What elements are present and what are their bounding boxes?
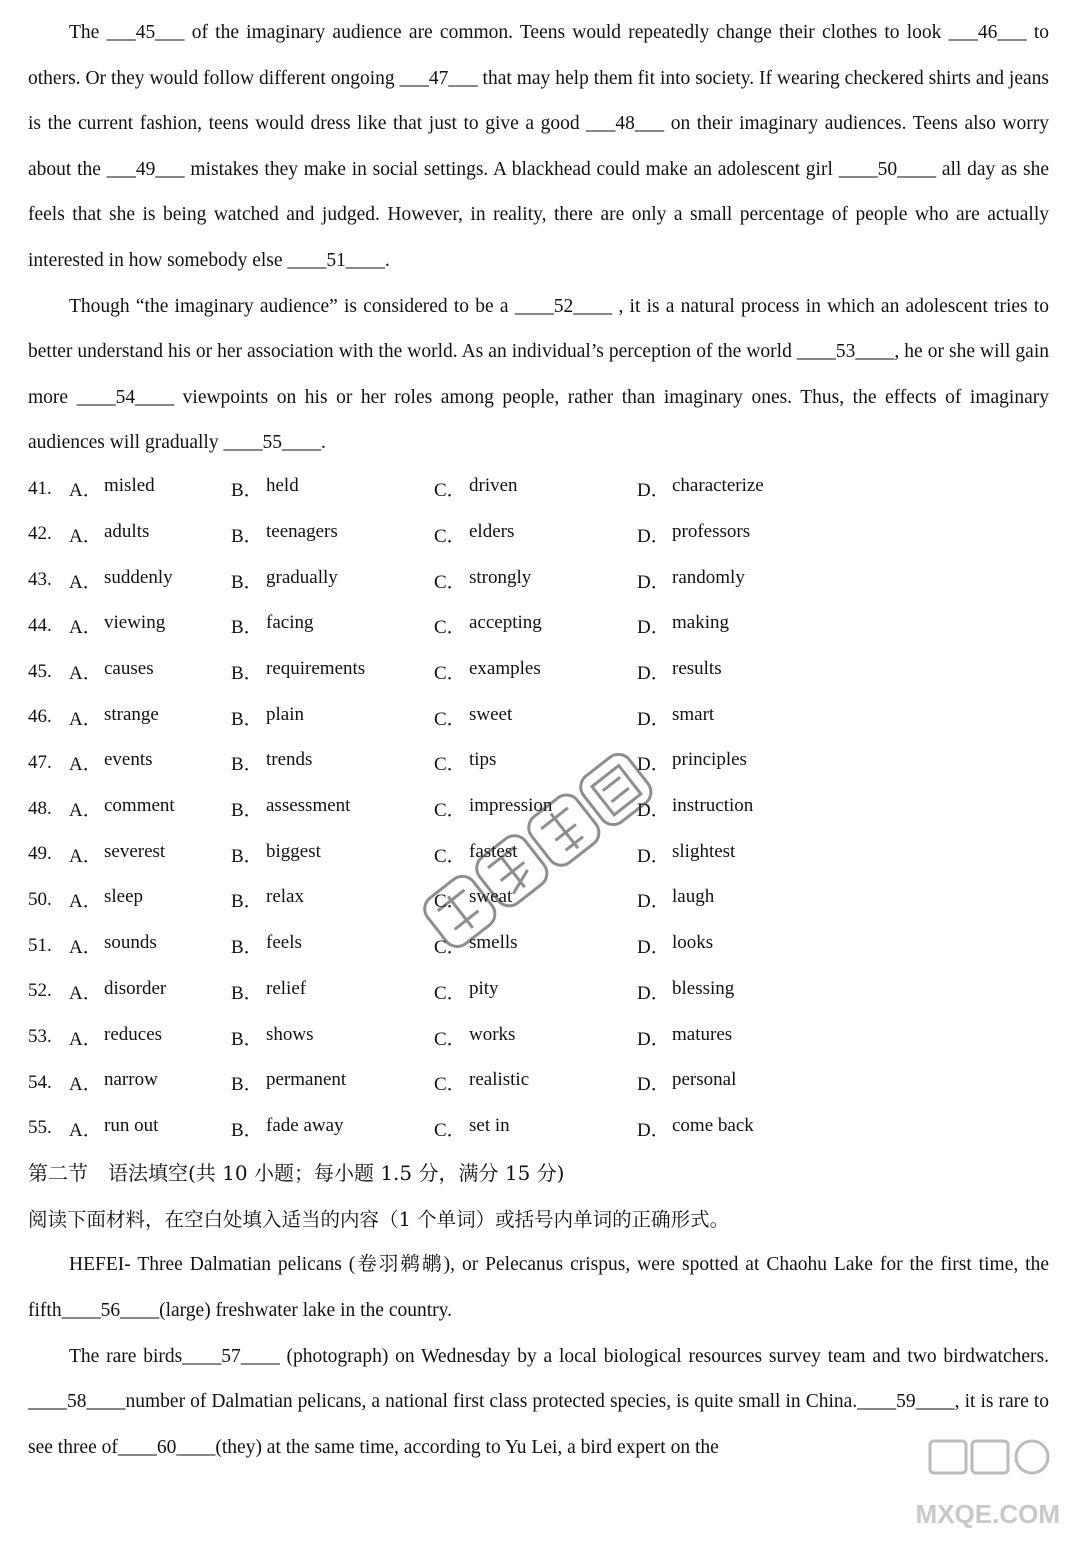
option-text: principles (672, 749, 747, 771)
question-number: 50. (28, 888, 52, 910)
option-c (434, 749, 637, 776)
blank-57: ____57____ (182, 1345, 280, 1367)
option-letter: A． (69, 891, 102, 913)
option-letter: A． (69, 754, 102, 776)
option-a (69, 475, 231, 502)
blank-56: ____56____ (61, 1300, 160, 1322)
option-d (637, 567, 937, 594)
option-text: impression (469, 795, 553, 817)
option-a (69, 1024, 231, 1051)
option-letter: C． (434, 1119, 466, 1141)
option-letter: B． (231, 800, 263, 822)
option-text: adults (104, 520, 150, 542)
option-text: facing (266, 612, 314, 634)
option-text: smart (672, 703, 715, 725)
option-letter: C． (434, 800, 466, 822)
text: (photograph) on Wednesday by a local biological resources survey team and two birdwatchers. (279, 1345, 1049, 1367)
text: The (69, 22, 107, 43)
option-letter: B． (231, 982, 263, 1004)
option-letter: D． (637, 1028, 670, 1050)
option-a (69, 932, 231, 959)
option-text: characterize (672, 475, 764, 497)
option-d (637, 521, 937, 548)
option-letter: D． (637, 982, 670, 1004)
question-number: 52. (28, 980, 52, 1002)
passage-paragraph-1 (28, 10, 1049, 284)
option-letter: A． (69, 1074, 102, 1096)
option-text: strange (104, 703, 159, 725)
option-text: driven (469, 475, 518, 497)
option-letter: C． (434, 754, 466, 776)
grammar-paragraph-1 (28, 1242, 1049, 1333)
option-text: reduces (104, 1023, 163, 1045)
option-b (231, 521, 434, 548)
option-row (28, 1106, 1049, 1152)
option-letter: B． (231, 480, 263, 502)
option-text: disorder (104, 977, 167, 999)
option-text: looks (672, 932, 714, 954)
option-row (28, 786, 1049, 832)
option-letter: A． (69, 663, 102, 685)
option-letter: A． (69, 617, 102, 639)
question-number: 51. (28, 934, 52, 956)
option-letter: A． (69, 525, 102, 547)
blank-59: ____59____ (857, 1391, 955, 1413)
question-number: 49. (28, 843, 52, 865)
option-letter: C． (434, 617, 466, 639)
option-row (28, 603, 1049, 649)
option-d (637, 841, 937, 868)
option-d (637, 612, 937, 639)
option-text: narrow (104, 1069, 158, 1091)
text: , it is rare to see three of (28, 1391, 1049, 1458)
option-letter: B． (231, 1119, 263, 1141)
option-text: relief (266, 977, 307, 999)
text: (they) at the same time, according to Yu Lei, a bird expert on the (215, 1436, 719, 1458)
text: The rare birds (69, 1345, 183, 1367)
option-row (28, 694, 1049, 740)
option-b (231, 612, 434, 639)
option-letter: B． (231, 937, 263, 959)
option-letter: B． (231, 891, 263, 913)
option-c (434, 1024, 637, 1051)
text: HEFEI- Three Dalmatian pelicans (卷羽鹈鹕), or Pelecanus crispus, were spotted at Chaohu Lake for the first time, the fifth (28, 1254, 1049, 1322)
blank-46: ___46___ (948, 22, 1027, 43)
option-a (69, 567, 231, 594)
option-letter: C． (434, 982, 466, 1004)
option-row (28, 831, 1049, 877)
exam-page (28, 10, 1049, 1470)
option-letter: D． (637, 663, 670, 685)
option-d (637, 1024, 937, 1051)
blank-54: ____54____ (76, 386, 175, 408)
option-b (231, 1024, 434, 1051)
option-letter: C． (434, 571, 466, 593)
option-c (434, 795, 637, 822)
option-c (434, 978, 637, 1005)
option-c (434, 932, 637, 959)
option-letter: C． (434, 1074, 466, 1096)
option-text: viewing (104, 612, 166, 634)
text: . (320, 432, 326, 454)
option-d (637, 978, 937, 1005)
option-d (637, 749, 937, 776)
question-number: 45. (28, 660, 52, 682)
option-text: causes (104, 658, 154, 680)
option-b (231, 704, 434, 731)
option-letter: A． (69, 937, 102, 959)
option-text: strongly (469, 566, 532, 588)
option-d (637, 932, 937, 959)
option-letter: A． (69, 1119, 102, 1141)
option-text: laugh (672, 886, 715, 908)
option-text: works (469, 1023, 516, 1045)
option-d (637, 1115, 937, 1142)
blank-50: ____50____ (838, 158, 937, 180)
option-c (434, 658, 637, 685)
blank-55: ____55____ (223, 432, 321, 454)
blank-45: ___45___ (106, 22, 185, 43)
option-a (69, 612, 231, 639)
option-letter: D． (637, 754, 670, 776)
blank-49: ___49___ (106, 158, 185, 180)
option-text: randomly (672, 566, 745, 588)
option-c (434, 704, 637, 731)
option-a (69, 886, 231, 913)
blank-58: ____58____ (28, 1391, 126, 1413)
option-a (69, 841, 231, 868)
option-letter: C． (434, 1028, 466, 1050)
text: that may help them fit into society. If wearing checkered shirts and jeans is the current fashion, teens would dress like that just to give a good (28, 67, 1049, 135)
option-text: biggest (266, 840, 321, 862)
option-row (28, 466, 1049, 512)
option-c (434, 841, 637, 868)
option-a (69, 1069, 231, 1096)
option-letter: B． (231, 663, 263, 685)
option-row (28, 1014, 1049, 1060)
option-letter: D． (637, 800, 670, 822)
option-row (28, 740, 1049, 786)
option-text: accepting (469, 612, 542, 634)
option-letter: A． (69, 982, 102, 1004)
option-letter: C． (434, 525, 466, 547)
option-text: relax (266, 886, 304, 908)
option-letter: C． (434, 708, 466, 730)
option-text: realistic (469, 1069, 530, 1091)
text: , it is a natural process in which an adolescent tries to better understand his or her association with the world. As an individual’s perception of the world (28, 295, 1049, 363)
option-letter: D． (637, 571, 670, 593)
text: viewpoints on his or her roles among people, rather than imaginary ones. Thus, the effects of imaginary audiences will gradually (28, 386, 1049, 454)
option-text: teenagers (266, 520, 338, 542)
option-text: shows (266, 1023, 314, 1045)
option-letter: B． (231, 1074, 263, 1096)
option-letter: D． (637, 1074, 670, 1096)
option-b (231, 841, 434, 868)
option-text: requirements (266, 658, 366, 680)
option-b (231, 795, 434, 822)
question-number: 54. (28, 1071, 52, 1093)
option-letter: D． (637, 937, 670, 959)
option-text: events (104, 749, 153, 771)
option-letter: B． (231, 525, 263, 547)
option-text: suddenly (104, 566, 173, 588)
option-text: come back (672, 1114, 754, 1136)
blank-53: ____53____ (796, 341, 895, 363)
option-c (434, 475, 637, 502)
option-text: feels (266, 932, 302, 954)
option-text: trends (266, 749, 313, 771)
question-number: 43. (28, 569, 52, 591)
option-b (231, 978, 434, 1005)
option-row (28, 512, 1049, 558)
option-a (69, 795, 231, 822)
option-text: elders (469, 520, 515, 542)
option-letter: A． (69, 800, 102, 822)
option-letter: C． (434, 937, 466, 959)
grammar-paragraph-2 (28, 1334, 1049, 1471)
option-letter: A． (69, 571, 102, 593)
option-letter: B． (231, 754, 263, 776)
option-text: pity (469, 977, 499, 999)
option-letter: C． (434, 845, 466, 867)
option-text: severest (104, 840, 166, 862)
option-row (28, 969, 1049, 1015)
option-letter: A． (69, 480, 102, 502)
question-number: 47. (28, 751, 52, 773)
question-number: 41. (28, 477, 52, 499)
text: of the imaginary audience are common. Teens would repeatedly change their clothes to look (184, 22, 949, 43)
option-letter: D． (637, 480, 670, 502)
section-instruction: 阅读下面材料，在空白处填入适当的内容（1 个单词）或括号内单词的正确形式。 (28, 1207, 730, 1231)
option-text: professors (672, 520, 751, 542)
option-b (231, 567, 434, 594)
option-b (231, 1115, 434, 1142)
option-row (28, 923, 1049, 969)
option-b (231, 932, 434, 959)
option-text: plain (266, 703, 304, 725)
option-c (434, 521, 637, 548)
option-b (231, 749, 434, 776)
option-text: matures (672, 1023, 733, 1045)
text: number of Dalmatian pelicans, a national first class protected species, is quite small in China. (125, 1391, 858, 1413)
option-text: comment (104, 795, 175, 817)
option-text: set in (469, 1114, 510, 1136)
option-b (231, 475, 434, 502)
option-letter: A． (69, 845, 102, 867)
option-text: sweat (469, 886, 513, 908)
blank-60: ____60____ (117, 1436, 216, 1458)
option-letter: D． (637, 525, 670, 547)
option-a (69, 978, 231, 1005)
option-text: examples (469, 658, 541, 680)
option-c (434, 1069, 637, 1096)
option-text: misled (104, 475, 155, 497)
answer-options (28, 466, 1049, 1151)
option-row (28, 557, 1049, 603)
passage-paragraph-2 (28, 284, 1049, 466)
option-b (231, 886, 434, 913)
option-row (28, 877, 1049, 923)
option-text: smells (469, 932, 518, 954)
option-d (637, 886, 937, 913)
option-row (28, 1060, 1049, 1106)
option-text: assessment (266, 795, 351, 817)
option-letter: D． (637, 708, 670, 730)
option-text: fade away (266, 1114, 344, 1136)
option-text: fastest (469, 840, 518, 862)
question-number: 42. (28, 523, 52, 545)
option-letter: D． (637, 1119, 670, 1141)
option-a (69, 704, 231, 731)
text: all day as she feels that she is being watched and judged. However, in reality, there are only a small percentage of people who are actually interested in how somebody else (28, 158, 1049, 271)
site-watermark-text: MXQE.COM (915, 1499, 1060, 1529)
option-d (637, 1069, 937, 1096)
option-d (637, 795, 937, 822)
option-d (637, 475, 937, 502)
option-text: results (672, 658, 722, 680)
option-d (637, 658, 937, 685)
text: , he or she will gain more (28, 341, 1049, 408)
option-row (28, 649, 1049, 695)
text: on their imaginary audiences. Teens also worry about the (28, 113, 1049, 180)
option-c (434, 612, 637, 639)
option-text: held (266, 475, 299, 497)
option-letter: C． (434, 480, 466, 502)
option-letter: C． (434, 891, 466, 913)
option-c (434, 567, 637, 594)
question-number: 53. (28, 1026, 52, 1048)
option-text: tips (469, 749, 497, 771)
option-letter: A． (69, 1028, 102, 1050)
option-letter: D． (637, 617, 670, 639)
option-text: permanent (266, 1069, 347, 1091)
blank-52: ____52____ (514, 295, 613, 317)
option-text: sounds (104, 932, 157, 954)
option-letter: B． (231, 845, 263, 867)
option-letter: A． (69, 708, 102, 730)
option-text: sweet (469, 703, 513, 725)
text: . (384, 249, 390, 271)
question-number: 46. (28, 706, 52, 728)
blank-51: ____51____ (287, 249, 385, 271)
option-text: sleep (104, 886, 144, 908)
option-b (231, 658, 434, 685)
section-heading: 第二节 语法填空(共 10 小题；每小题 1.5 分，满分 15 分) (28, 1161, 565, 1186)
option-text: blessing (672, 977, 735, 999)
text: mistakes they make in social settings. A blackhead could make an adolescent girl (184, 158, 839, 180)
question-number: 48. (28, 797, 52, 819)
option-letter: B． (231, 571, 263, 593)
blank-47: ___47___ (399, 67, 478, 89)
option-letter: C． (434, 663, 466, 685)
option-text: instruction (672, 795, 754, 817)
option-b (231, 1069, 434, 1096)
option-a (69, 1115, 231, 1142)
option-letter: D． (637, 845, 670, 867)
option-a (69, 521, 231, 548)
option-text: slightest (672, 840, 736, 862)
text: (large) freshwater lake in the country. (159, 1300, 452, 1322)
option-letter: B． (231, 1028, 263, 1050)
question-number: 55. (28, 1117, 52, 1139)
option-text: gradually (266, 566, 338, 588)
option-text: making (672, 612, 729, 634)
option-letter: B． (231, 708, 263, 730)
text: to others. Or they would follow different ongoing (28, 22, 1049, 89)
option-a (69, 658, 231, 685)
option-letter: D． (637, 891, 670, 913)
option-c (434, 886, 637, 913)
blank-48: ___48___ (586, 113, 665, 135)
option-text: run out (104, 1114, 159, 1136)
option-text: personal (672, 1069, 737, 1091)
option-c (434, 1115, 637, 1142)
question-number: 44. (28, 614, 52, 636)
option-letter: B． (231, 617, 263, 639)
text: Though “the imaginary audience” is considered to be a (69, 295, 515, 317)
option-a (69, 749, 231, 776)
option-d (637, 704, 937, 731)
